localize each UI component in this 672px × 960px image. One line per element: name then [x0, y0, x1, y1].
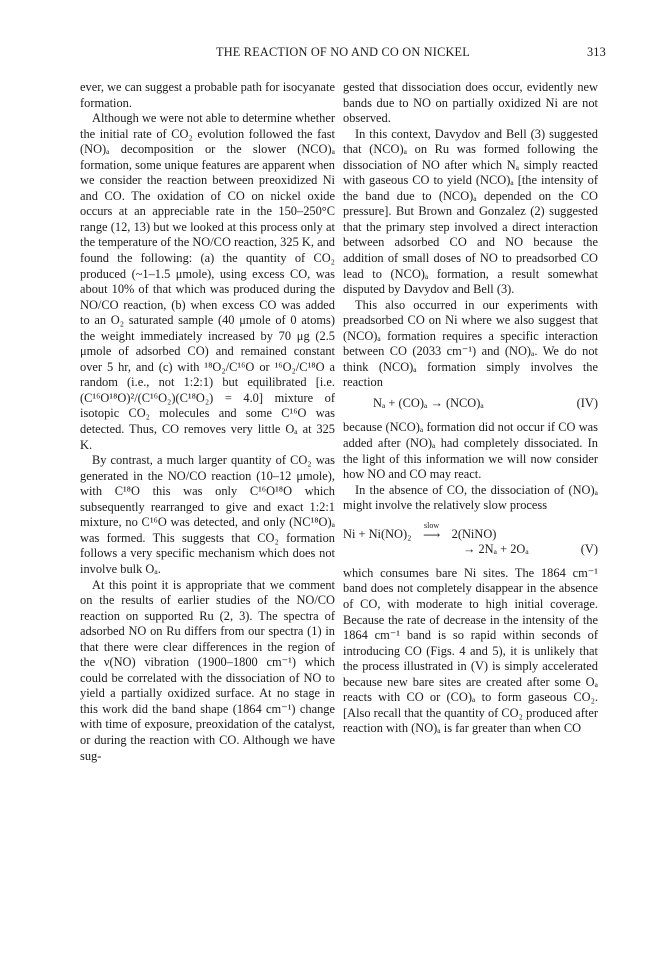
equation-v-products: → 2Nₐ + 2Oₐ — [463, 542, 529, 557]
running-header — [80, 45, 606, 63]
equation-v-line-1 — [343, 522, 598, 543]
left-paragraph-3: By contrast, a much larger quantity of CO₂ was generated in the NO/CO reaction (10–12 μmole), with C¹⁸O this was only C¹⁶O¹⁸O which subsequently rearranged to give and exact 1:2:1 mixture, no C¹⁶O was detected, and only (NC¹⁸O)ₐ was formed. This suggests that CO₂ formation follows a very specific mechanism which does not involve bulk Oₐ. — [80, 453, 335, 576]
left-paragraph-2: Although we were not able to determine whether the initial rate of CO₂ evolution followed the fast (NO)ₐ decomposition or the slower (NCO)ₐ formation, some unique features are apparent when we consider the reaction between preoxidized Ni and CO. The oxidation of CO on nickel oxide occurs at an appreciable rate in the 150–250°C range (12, 13) but we looked at this process only at the temperature of the NO/CO reaction, 325 K, and found the following: (a) the quantity of CO₂ produced (~1–1.5 μmole), using excess CO, was about 10% of that which was produced during the NO/CO reaction, (b) when excess CO was added to an O₂ saturated sample (40 μmole of 0 atoms) the weight immediately increased by 70 μg (2.5 μmole of adsorbed CO) and remained constant over 5 hr, and (c) with ¹⁸O₂/C¹⁶O or ¹⁶O₂/C¹⁸O a random (i.e., not 1:2:1) but equilibrated [i.e. (C¹⁶O¹⁸O)²/(C¹⁶O₂)(C¹⁸O₂) = 4.0] mixture of isotopic CO₂ molecules and some C¹⁶O was detected. Thus, CO removes very little Oₐ at 325 K. — [80, 111, 335, 452]
equation-v-reactants: Ni + Ni(NO)₂ — [343, 526, 412, 541]
right-column — [343, 80, 598, 737]
equation-iv-body: Nₐ + (CO)ₐ → (NCO)ₐ — [373, 395, 484, 410]
running-title: THE REACTION OF NO AND CO ON NICKEL — [216, 45, 470, 59]
right-paragraph-3: This also occurred in our experiments with preadsorbed CO on Ni where we also suggest that (NCO)ₐ formation requires a specific interaction between CO (2033 cm⁻¹) and (NO)ₐ. We do not think (NCO)ₐ formation simply involves the reaction — [343, 297, 598, 390]
right-paragraph-2: In this context, Davydov and Bell (3) suggested that (NCO)ₐ on Ru was formed following the dissociation of NO after which Nₐ simply reacted with gaseous CO to yield (NCO)ₐ [the intensity of the band due to (NCO)ₐ depended on the CO pressure]. But Brown and Gonzalez (2) suggested that the primary step involved a direct interaction between adsorbed CO and NO because the addition of small doses of NO to preadsorbed CO lead to (NCO)ₐ formation, a result somewhat disputed by Davydov and Bell (3). — [343, 126, 598, 297]
left-paragraph-1: ever, we can suggest a probable path for isocyanate formation. — [80, 80, 335, 110]
equation-iv-label: (IV) — [576, 395, 598, 410]
equation-v-label: (V) — [580, 542, 598, 557]
slow-arrow-label: slow — [423, 520, 440, 530]
equation-iv — [343, 396, 598, 412]
left-column — [80, 80, 335, 764]
equation-v-intermediate: 2(NiNO) — [451, 526, 497, 541]
equation-v-line-2 — [343, 542, 598, 558]
arrow-icon: ⟶ — [422, 527, 441, 542]
slow-arrow — [415, 522, 449, 540]
page-number: 313 — [586, 45, 606, 59]
right-paragraph-4: because (NCO)ₐ formation did not occur if CO was added after (NO)ₐ had completely dissociated. In the light of this information we will now consider how NO and CO may react. — [343, 420, 598, 482]
left-paragraph-4: At this point it is appropriate that we comment on the results of earlier studies of the NO/CO reaction on supported Ru (2, 3). The spectra of adsorbed NO on Ru differs from our spectra (1) in that there were clear differences in the region of the ν(NO) vibration (1900–1800 cm⁻¹) which could be correlated with the dissociation of NO to yield a partially oxidized surface. At no stage in this work did the band shape (1864 cm⁻¹) change with time of exposure, preoxidation of the catalyst, or during the reaction with CO. Although we have sug- — [80, 577, 335, 763]
right-paragraph-1: gested that dissociation does occur, evidently new bands due to NO on partially oxidized Ni are not observed. — [343, 80, 598, 126]
right-paragraph-5: In the absence of CO, the dissociation of (NO)ₐ might involve the relatively slow process — [343, 482, 598, 513]
right-paragraph-6: which consumes bare Ni sites. The 1864 cm⁻¹ band does not completely disappear in the absence of CO, with moderate to high initial coverage. Because the rate of decrease in the intensity of the 1864 cm⁻¹ band is so rapid within seconds of introducing CO (Figs. 4 and 5), it is unlikely that the process illustrated in (V) is simply accelerated because new bare sites are created after some Oₐ reacts with CO or (CO)ₐ to form gaseous CO₂. [Also recall that the quantity of CO₂ produced after reaction with (NO)ₐ is far greater than when CO — [343, 565, 598, 736]
